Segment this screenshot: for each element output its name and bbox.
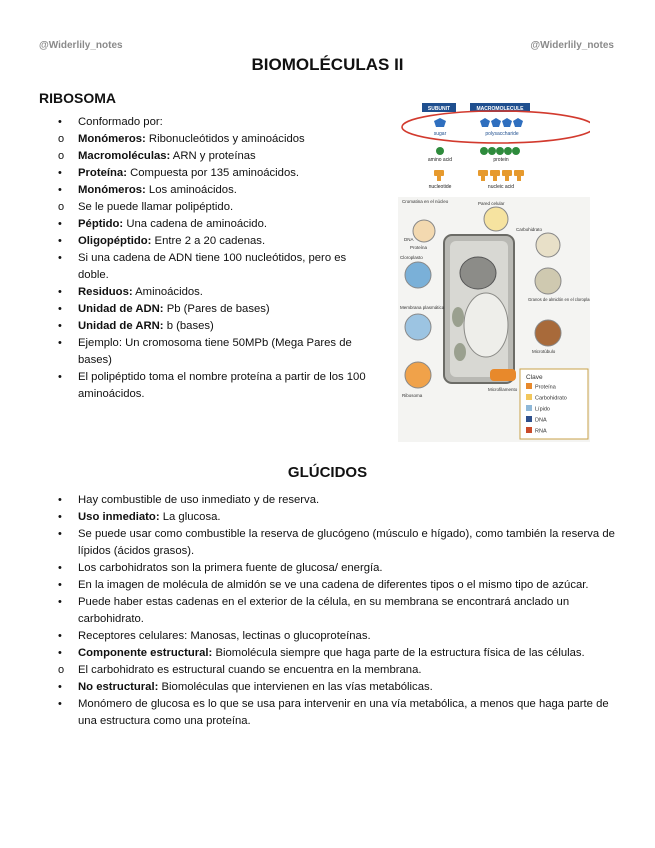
watermark-right: @Widerlily_notes [530,40,614,51]
list-item-term: Componente estructural: [78,647,213,659]
list-item-term: Oligopéptido: [78,235,152,247]
list-item-term: Residuos: [78,286,133,298]
list-item-text: Compuesta por 135 aminoácidos. [126,167,300,179]
vacuole-shape [464,293,508,357]
list-item-text: La glucosa. [159,511,221,523]
list-item [39,301,369,318]
list-item [39,492,619,509]
bullet-marker: o [58,664,65,676]
list-item [39,594,619,628]
list-item-text: Hay combustible de uso inmediato y de reserva. [78,494,320,506]
protein-label: protein [493,157,509,163]
microfilament-shape [490,369,516,381]
list-item-text: Una cadena de aminoácido. [123,218,268,230]
label-membrana: Membrana plasmática [400,305,445,310]
list-item-term: Monómeros: [78,184,146,196]
macro-header: MACROMOLECULE [476,106,524,112]
amino-acid-label: amino acid [427,157,453,163]
list-item-term: Proteína: [78,167,127,179]
sugar-shape [434,118,446,127]
section-heading-ribosoma: RIBOSOMA [39,90,116,106]
legend-label-2: Lípido [535,406,550,413]
list-item-text: Conformado por: [78,116,163,128]
bullet-marker: • [58,562,62,574]
list-item-text: Pb (Pares de bases) [163,303,270,315]
legend-label-3: DNA [535,417,547,424]
list-item-term: Unidad de ADN: [78,303,164,315]
list-item [39,679,619,696]
amino-acid-shape [436,147,444,155]
polysaccharide-label: polysaccharide [485,131,519,137]
bullet-marker: • [58,235,62,247]
list-item [39,182,369,199]
list-item-term: Unidad de ARN: [78,320,164,332]
chloroplast-shape-a [452,307,464,327]
list-item [39,696,619,730]
list-item [39,509,619,526]
list-item-term: No estructural: [78,681,159,693]
bullet-marker: • [58,286,62,298]
list-item-text: Biomolécula siempre que haga parte de la estructura física de las células. [212,647,585,659]
list-item [39,199,369,216]
list-item-text: Receptores celulares: Manosas, lectinas o glucoproteínas. [78,630,371,642]
bullet-marker: o [58,201,65,213]
bullet-marker: • [58,337,62,349]
list-item [39,369,369,403]
polysaccharide-shape [480,118,523,127]
nucleus-shape [460,257,496,289]
list-item [39,335,369,369]
list-item [39,662,619,679]
list-item-term: Péptido: [78,218,124,230]
glucidos-list [39,492,619,730]
list-item-text: El carbohidrato es estructural cuando se encuentra en la membrana. [78,664,422,676]
bullet-marker: • [58,494,62,506]
nucleotide-label: nucleotide [428,184,452,190]
list-item [39,526,619,560]
label-granos: Granos de almidón en el cloroplasto [528,297,590,302]
zoom-carbohydrate [536,233,560,257]
label-pared: Pared celular [478,201,505,206]
list-item-text: b (bases) [163,320,214,332]
list-item [39,560,619,577]
zoom-chloroplast [405,262,431,288]
section-heading-glucidos: GLÚCIDOS [287,464,368,481]
zoom-membrane [405,314,431,340]
list-item-text: Ejemplo: Un cromosoma tiene 50MPb (Mega Pares de bases) [78,337,352,366]
list-item [39,645,619,662]
watermark-left: @Widerlily_notes [39,40,123,51]
bullet-marker: o [58,133,65,145]
bullet-marker: • [58,116,62,128]
bullet-marker: • [58,320,62,332]
bullet-marker: • [58,184,62,196]
list-item-text: ARN y proteínas [170,150,256,162]
list-item [39,577,619,594]
chloroplast-shape-b [454,343,466,361]
sugar-label: sugar [433,131,447,137]
list-item-text: Se le puede llamar polipéptido. [78,201,234,213]
list-item [39,114,369,131]
legend-swatch-3 [526,416,532,422]
legend-label-1: Carbohidrato [535,395,567,402]
label-cloroplasto: Cloroplasto [400,255,423,260]
list-item-term: Macromoléculas: [78,150,171,162]
list-item-term: Uso inmediato: [78,511,160,523]
bullet-marker: • [58,218,62,230]
list-item-text: Puede haber estas cadenas en el exterior de la célula, en su membrana se encontrará anclado un carbohidrato. [78,596,570,625]
bullet-marker: • [58,528,62,540]
list-item [39,233,369,250]
protein-shape [480,147,520,155]
zoom-ribosome [405,362,431,388]
list-item-text: Ribonucleótidos y aminoácidos [145,133,305,145]
page-title: BIOMOLÉCULAS II [251,55,404,74]
list-item [39,216,369,233]
bullet-marker: • [58,596,62,608]
bullet-marker: • [58,252,62,264]
list-item-text: Si una cadena de ADN tiene 100 nucleótidos, pero es doble. [78,252,347,281]
bullet-marker: • [58,698,62,710]
legend-title: Clave [526,374,543,381]
bullet-marker: • [58,511,62,523]
label-microfilamento: Microfilamento [488,387,518,392]
legend-swatch-1 [526,394,532,400]
figure-plant-cell [398,197,590,442]
bullet-marker: • [58,681,62,693]
list-item-text: Los aminoácidos. [145,184,237,196]
label-dna: DNA [404,237,414,242]
subunit-header: SUBUNIT [427,106,451,112]
legend-swatch-4 [526,427,532,433]
zoom-microtubule [535,320,561,346]
label-microtubulo: Microtúbulo [532,349,556,354]
zoom-chromatin [413,220,435,242]
bullet-marker: • [58,579,62,591]
bullet-marker: • [58,371,62,383]
bullet-marker: • [58,647,62,659]
figure-subunit-macromolecule [398,99,590,191]
list-item [39,318,369,335]
bullet-marker: o [58,150,65,162]
legend-swatch-0 [526,383,532,389]
list-item-text: Aminoácidos. [132,286,203,298]
list-item-text: Se puede usar como combustible la reserva de glucógeno (músculo e hígado), como también la reserva de lípidos (ácidos grasos). [78,528,615,557]
label-proteina: Proteína [410,245,428,250]
nucleotide-shape [434,170,444,181]
list-item-text: En la imagen de molécula de almidón se ve una cadena de diferentes tipos o el mismo tipo de azúcar. [78,579,589,591]
list-item-text: Los carbohidratos son la primera fuente de glucosa/ energía. [78,562,383,574]
list-item-term: Monómeros: [78,133,146,145]
zoom-starch [535,268,561,294]
nucleic-acid-label: nucleic acid [487,184,515,190]
list-item-text: Monómero de glucosa es lo que se usa para intervenir en una vía metabólica, a menos que haga parte de una estructura como una proteína. [78,698,609,727]
legend-label-4: RNA [535,428,547,435]
ribosoma-list [39,114,369,403]
list-item [39,165,369,182]
bullet-marker: • [58,167,62,179]
nucleic-acid-shape [478,170,524,181]
list-item-text: Biomoléculas que intervienen en las vías metabólicas. [158,681,433,693]
list-item-text: Entre 2 a 20 cadenas. [151,235,266,247]
legend-label-0: Proteína [535,384,556,391]
list-item [39,628,619,645]
list-item [39,148,369,165]
legend-swatch-2 [526,405,532,411]
label-ribosoma: Ribosoma [402,393,423,398]
label-cromatina: Cromatina en el núcleo [402,199,449,204]
bullet-marker: • [58,630,62,642]
zoom-wall [484,207,508,231]
label-carbohidrato: Carbohidrato [516,227,543,232]
list-item [39,131,369,148]
list-item [39,284,369,301]
bullet-marker: • [58,303,62,315]
list-item-text: El polipéptido toma el nombre proteína a partir de los 100 aminoácidos. [78,371,366,400]
list-item [39,250,369,284]
